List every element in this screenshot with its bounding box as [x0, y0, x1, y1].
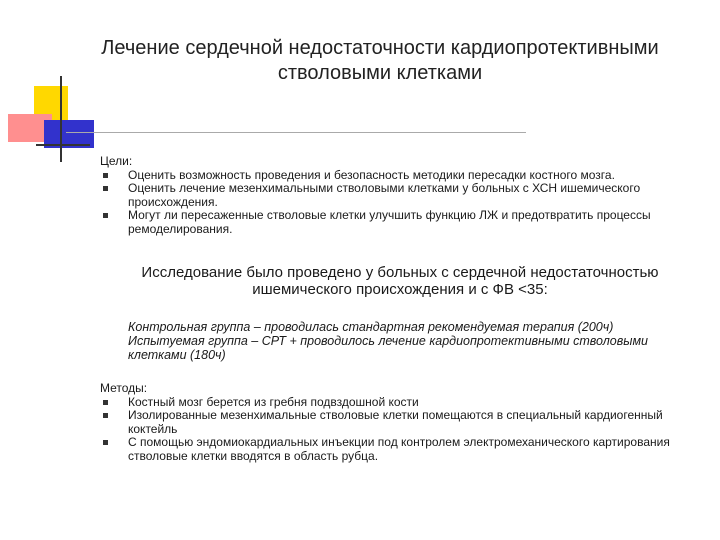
square-bullet-icon [103, 413, 108, 418]
methods-section [100, 382, 700, 463]
goal-text: Оценить лечение мезенхимальными стволовыми клетками у больных с ХСН ишемического происхождения. [128, 181, 641, 209]
square-bullet-icon [103, 186, 108, 191]
square-bullet-icon [103, 400, 108, 405]
goal-text: Могут ли пересаженные стволовые клетки улучшить функцию ЛЖ и предотвратить процессы ремоделирования. [128, 208, 651, 236]
control-group: Контрольная группа – проводилась стандартная рекомендуемая терапия (200ч) [128, 320, 614, 334]
list-item [100, 436, 700, 463]
square-bullet-icon [103, 440, 108, 445]
list-item [100, 396, 700, 410]
goals-list [100, 169, 700, 237]
groups-section [128, 320, 698, 362]
list-item [100, 209, 700, 236]
goal-text: Оценить возможность проведения и безопасность методики пересадки костного мозга. [128, 167, 615, 182]
slide-title: Лечение сердечной недостаточности кардиопротективными стволовыми клетками [101, 37, 659, 84]
method-text: Изолированные мезенхимальные стволовые клетки помещаются в специальный кардиогенный коктейль [128, 408, 663, 436]
decor-vertical-line [60, 76, 62, 162]
goals-section [100, 155, 700, 236]
list-item [100, 182, 700, 209]
methods-heading: Методы: [100, 381, 148, 395]
square-bullet-icon [103, 213, 108, 218]
test-group: Испытуемая группа – СРТ + проводилось лечение кардиопротективными стволовыми клетками (180ч) [128, 334, 648, 362]
method-text: С помощью эндомиокардиальных инъекции под контролем электромеханического картирования стволовые клетки вводятся в область рубца. [128, 435, 670, 463]
list-item [100, 169, 700, 183]
list-item [100, 409, 700, 436]
decor-horizontal-line [36, 144, 90, 146]
method-text: Костный мозг берется из гребня подвздошной кости [128, 394, 419, 409]
title-divider [66, 132, 526, 133]
methods-list [100, 396, 700, 464]
goals-heading: Цели: [100, 154, 133, 168]
square-bullet-icon [103, 173, 108, 178]
study-statement: Исследование было проведено у больных с сердечной недостаточностью ишемического происхождения и с ФВ <35: [141, 264, 659, 298]
